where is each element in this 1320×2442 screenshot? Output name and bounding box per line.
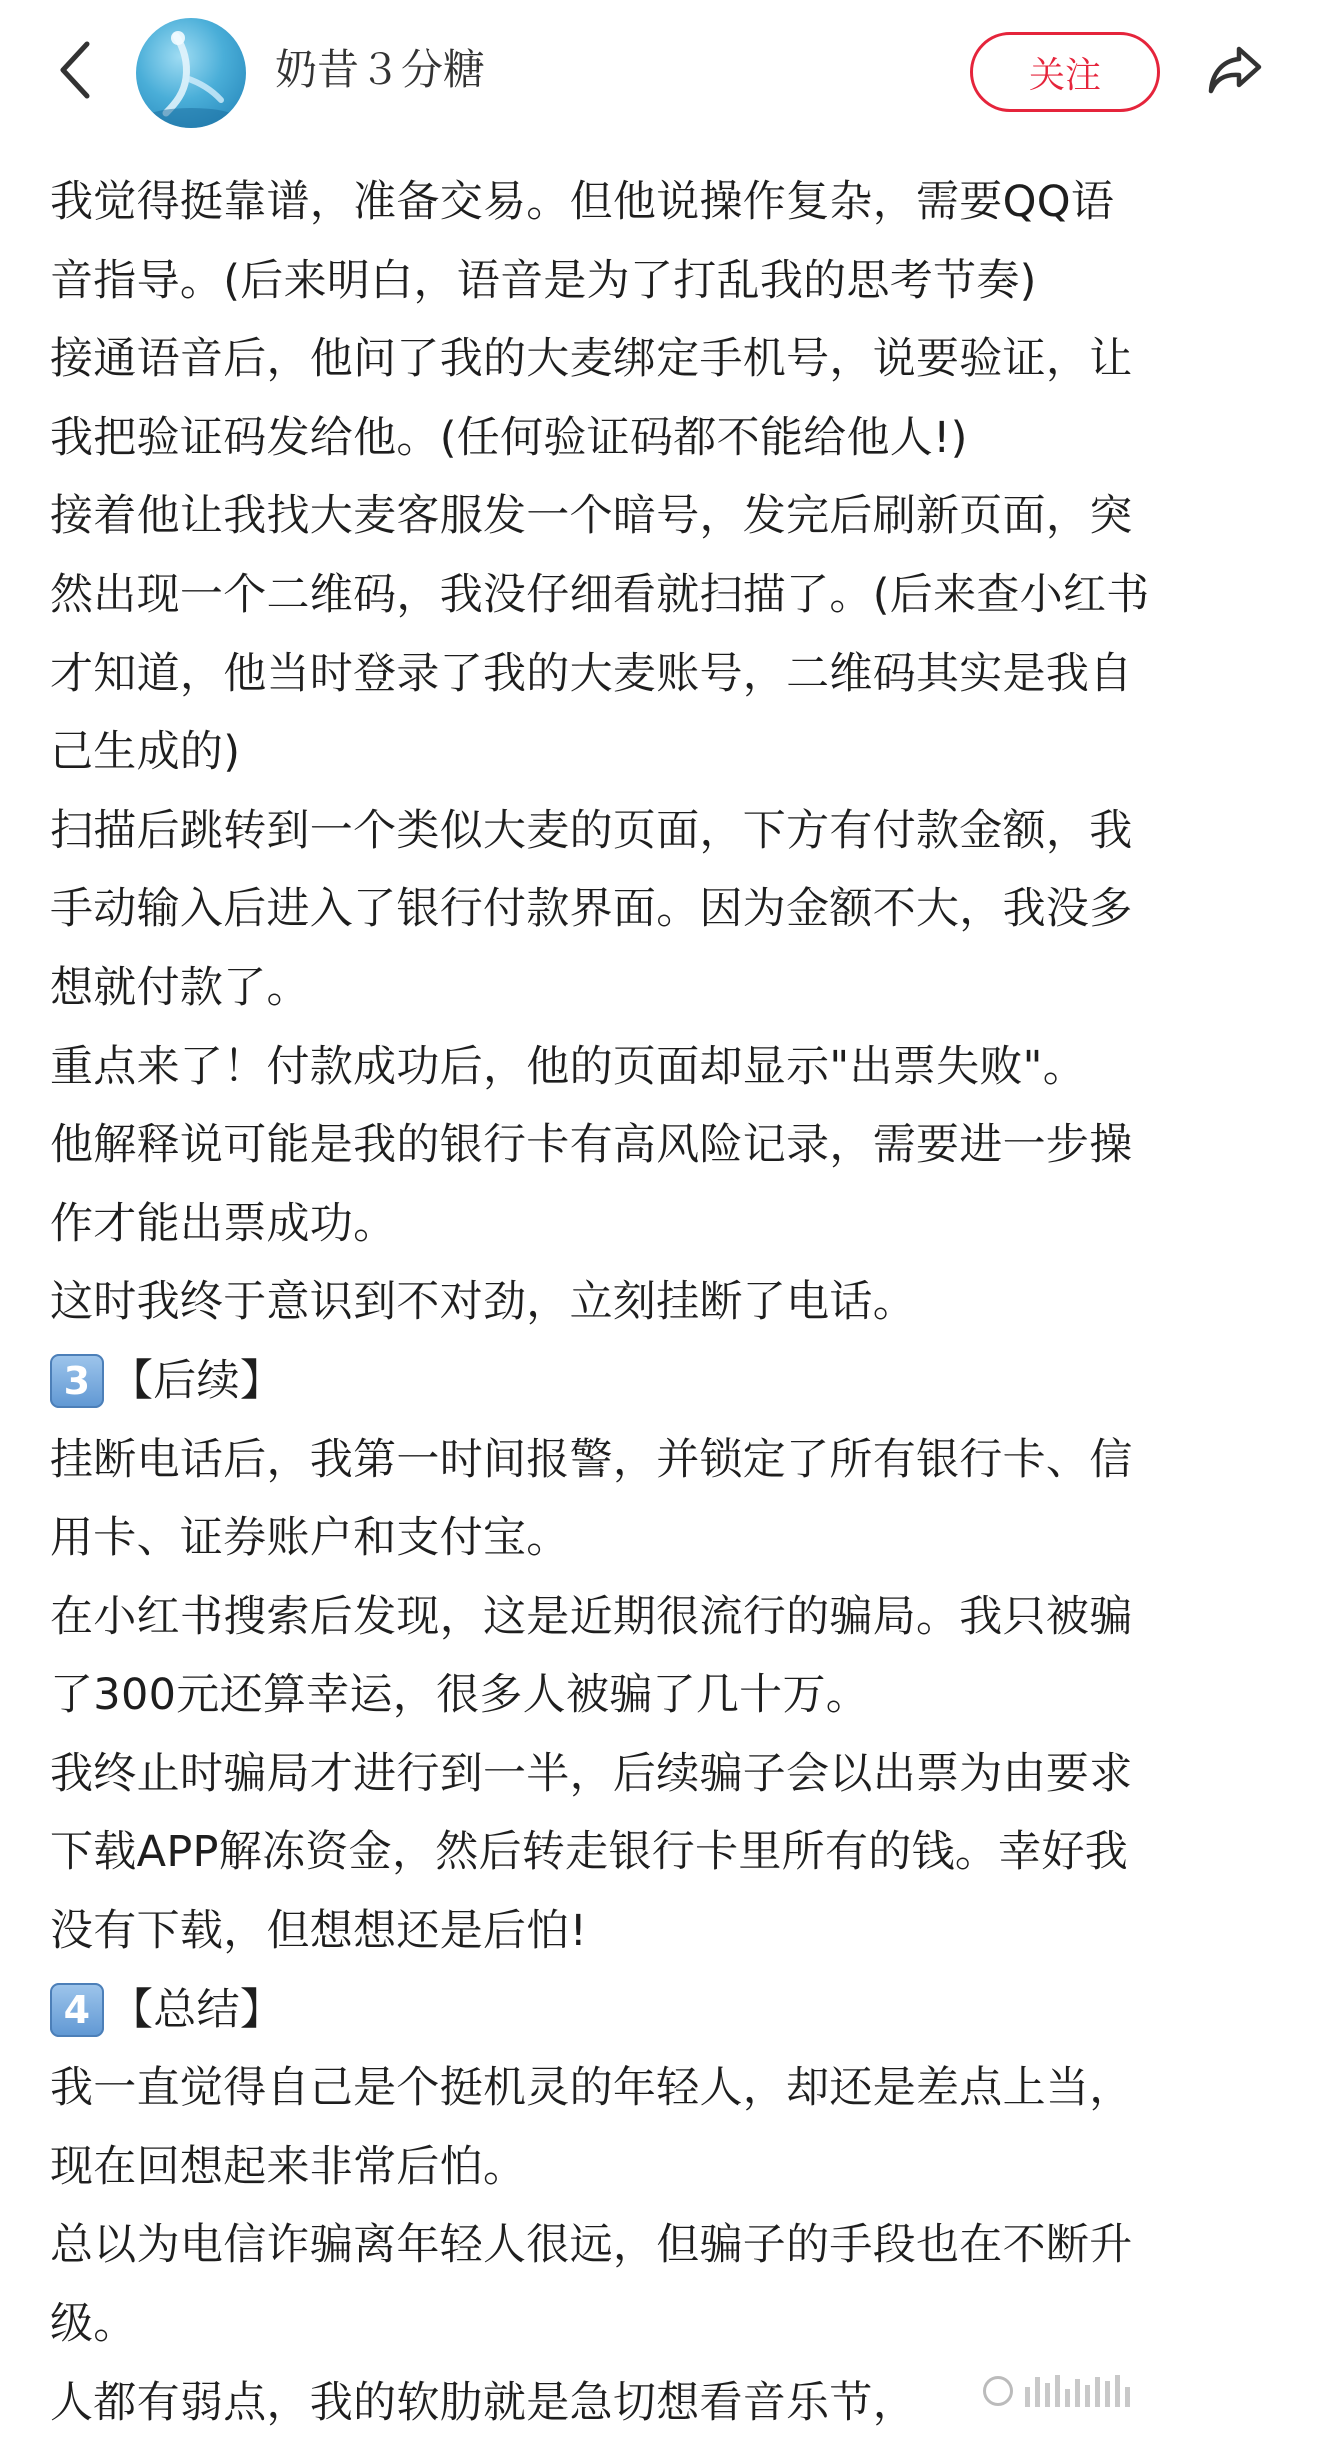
watermark [975, 2370, 1320, 2411]
back-button[interactable] [40, 30, 110, 110]
body-line: 我觉得挺靠谱，准备交易。但他说操作复杂，需要QQ语 [50, 177, 1115, 227]
body-line: 没有下载，但想想还是后怕! [50, 1906, 588, 1957]
body-line: 他解释说可能是我的银行卡有高风险记录，需要进一步操 [50, 1120, 1133, 1171]
username[interactable]: 奶昔３分糖 [275, 45, 486, 94]
avatar-image-icon [136, 18, 246, 128]
body-line: 我终止时骗局才进行到一半，后续骗子会以出票为由要求 [50, 1748, 1133, 1799]
share-arrow-icon [1207, 45, 1263, 95]
body-line: 手动输入后进入了银行付款界面。因为金额不大，我没多 [50, 884, 1133, 935]
body-line: 我把验证码发给他。(任何验证码都不能给他人!) [50, 412, 968, 463]
follow-button[interactable]: 关注 [970, 32, 1160, 112]
body-line: 音指导。(后来明白，语音是为了打乱我的思考节奏) [50, 255, 1037, 306]
body-line: 作才能出票成功。 [50, 1198, 397, 1249]
body-line: 了300元还算幸运，很多人被骗了几十万。 [50, 1670, 870, 1721]
post-body [50, 163, 1280, 2442]
section-heading-followup [50, 1342, 1280, 1421]
body-line: 挂断电话后，我第一时间报警，并锁定了所有银行卡、信 [50, 1434, 1133, 1485]
body-line: 下载APP解冻资金，然后转走银行卡里所有的钱。幸好我 [50, 1827, 1129, 1878]
watermark-bars-icon [1025, 2375, 1130, 2407]
section-heading-summary [50, 1971, 1280, 2050]
number-3-emoji-icon: 3 [50, 1354, 104, 1408]
body-line: 总以为电信诈骗离年轻人很远，但骗子的手段也在不断升 [50, 2220, 1133, 2271]
body-line: 扫描后跳转到一个类似大麦的页面，下方有付款金额，我 [50, 805, 1133, 856]
body-line: 接通语音后，他问了我的大麦绑定手机号，说要验证，让 [50, 334, 1133, 385]
body-line: 才知道，他当时登录了我的大麦账号，二维码其实是我自 [50, 648, 1133, 699]
body-line: 在小红书搜索后发现，这是近期很流行的骗局。我只被骗 [50, 1591, 1133, 1642]
body-line: 我一直觉得自己是个挺机灵的年轻人，却还是差点上当， [50, 2063, 1133, 2114]
body-line: 人都有弱点，我的软肋就是急切想看音乐节， [50, 2377, 916, 2428]
body-line: 级。 [50, 2299, 137, 2350]
top-bar [0, 0, 1320, 150]
share-button[interactable] [1195, 30, 1275, 110]
section-title: 【后续】 [110, 1355, 284, 1406]
avatar[interactable] [136, 18, 246, 128]
body-line: 接着他让我找大麦客服发一个暗号，发完后刷新页面，突 [50, 491, 1133, 542]
section-title: 【总结】 [110, 1984, 284, 2035]
body-line: 想就付款了。 [50, 962, 310, 1013]
body-line: 用卡、证券账户和支付宝。 [50, 1513, 570, 1564]
body-line: 然出现一个二维码，我没仔细看就扫描了。(后来查小红书 [50, 569, 1150, 620]
body-line: 现在回想起来非常后怕。 [50, 2141, 527, 2192]
number-4-emoji-icon: 4 [50, 1983, 104, 2037]
watermark-logo-icon [983, 2376, 1013, 2406]
body-line: 己生成的) [50, 727, 241, 778]
chevron-left-icon [55, 38, 95, 102]
body-line: 这时我终于意识到不对劲，立刻挂断了电话。 [50, 1277, 916, 1328]
body-line: 重点来了！付款成功后，他的页面却显示"出票失败"。 [50, 1041, 1087, 1092]
